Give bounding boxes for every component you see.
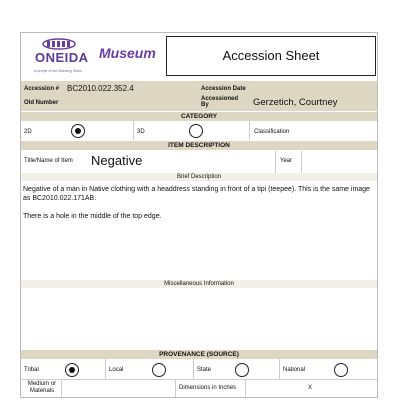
accessioned-by-label: Accessioned By (201, 96, 239, 108)
year-label: Year (280, 158, 293, 164)
accession-sheet (20, 32, 378, 398)
provenance-state-radio[interactable] (235, 363, 249, 377)
accession-date-field[interactable] (253, 83, 373, 93)
item-description-header: ITEM DESCRIPTION (21, 141, 377, 150)
brief-description-field[interactable] (23, 185, 375, 221)
provenance-state-label: State (197, 367, 212, 373)
old-number-label: Old Number (24, 100, 59, 106)
misc-info-header: Miscellaneous Information (21, 280, 377, 288)
accession-number-field[interactable]: BC2010.022.352.4 (67, 84, 134, 93)
dimensions-label: Dimensions in Inches (179, 385, 237, 391)
category-2d-label: 2D (24, 129, 32, 135)
radio-selected-dot (69, 367, 75, 373)
provenance-national-label: National (283, 367, 306, 373)
provenance-tribal-radio[interactable] (65, 363, 79, 377)
item-title-label: Title/Name of Item (24, 158, 73, 164)
logo-tagline: A people of the Standing Stone (33, 69, 83, 73)
dimensions-separator: X (308, 385, 313, 391)
classification-label: Classification (254, 129, 290, 135)
brief-description-header: Brief Description (21, 173, 377, 181)
page-title: Accession Sheet (222, 48, 320, 63)
radio-selected-dot (75, 128, 81, 134)
category-2d-radio[interactable] (71, 124, 85, 138)
provenance-local-label: Local (109, 367, 124, 373)
item-title-field[interactable]: Negative (91, 153, 143, 168)
provenance-national-radio[interactable] (334, 363, 348, 377)
provenance-tribal-label: Tribal (24, 367, 39, 373)
provenance-header: PROVENANCE (SOURCE) (21, 350, 377, 359)
year-field[interactable] (303, 153, 375, 171)
misc-info-field[interactable] (23, 290, 375, 348)
accessioned-by-field[interactable]: Gerzetich, Courtney (253, 97, 338, 108)
provenance-local-radio[interactable] (152, 363, 166, 377)
oneida-logo-icon (41, 37, 77, 51)
category-3d-radio[interactable] (189, 124, 203, 138)
category-3d-label: 3D (137, 129, 145, 135)
category-header: CATEGORY (21, 112, 377, 121)
title-box (166, 36, 376, 76)
classification-field[interactable] (301, 123, 375, 138)
materials-field[interactable] (63, 381, 173, 395)
description-paragraph-1: Negative of a man in Native clothing with a headdress standing in front of a tipi (teepee). This is the same image as BC2010.022.171AB. (23, 186, 370, 202)
museum-label: Museum (99, 45, 156, 61)
logo-brand: ONEIDA (35, 50, 89, 65)
description-paragraph-2: There is a hole in the middle of the top edge. (23, 213, 162, 220)
old-number-field[interactable] (67, 96, 192, 108)
accession-number-label: Accession # (24, 86, 60, 92)
logo-block (21, 33, 166, 81)
accession-date-label: Accession Date (201, 86, 246, 92)
materials-label: Medium or Materials (27, 381, 57, 394)
dimensions-field[interactable] (247, 381, 375, 395)
